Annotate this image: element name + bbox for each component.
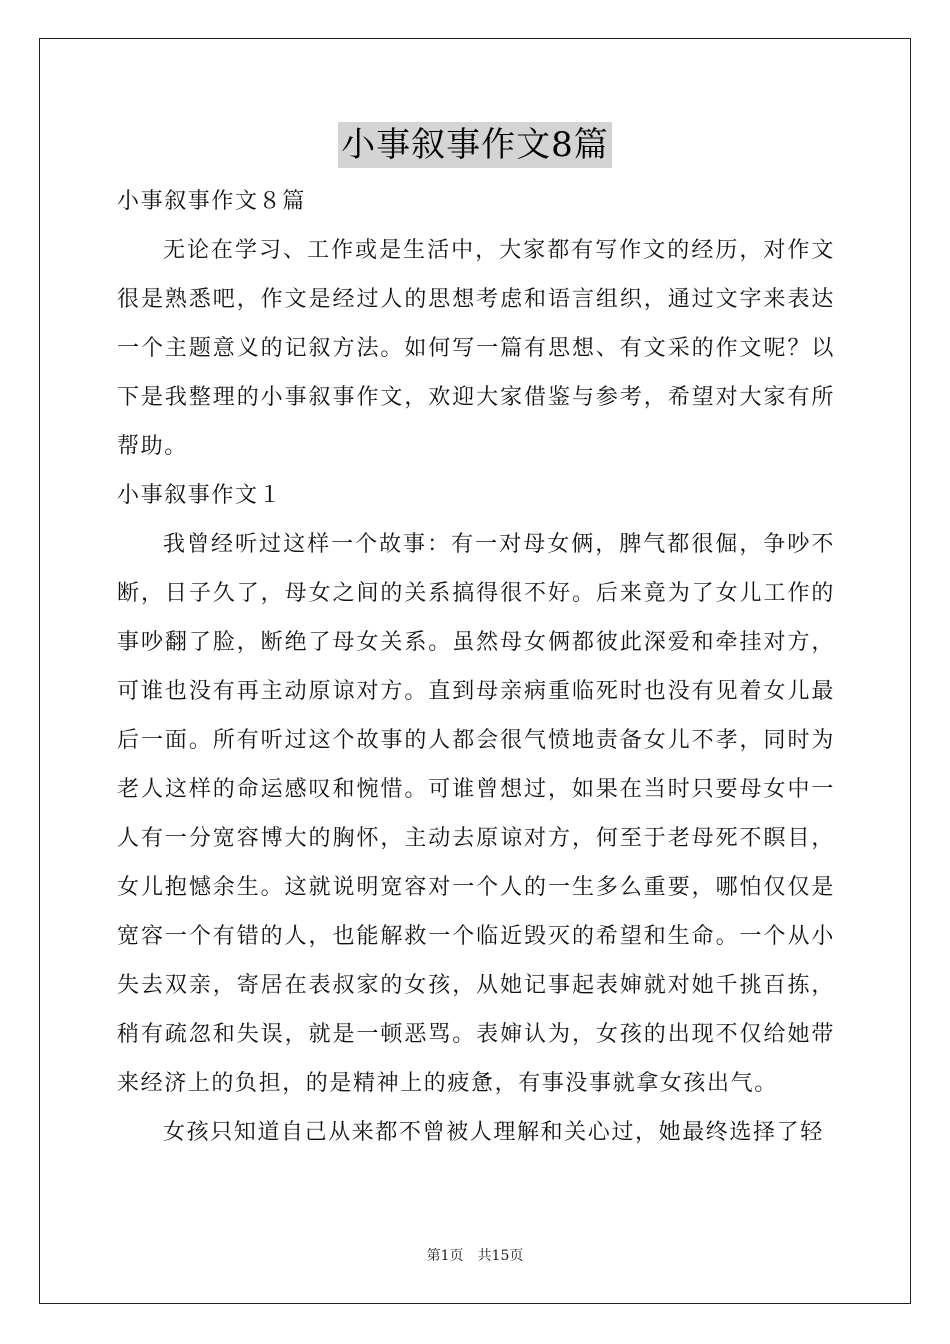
page-footer bbox=[0, 1245, 950, 1265]
paragraph-intro: 无论在学习、工作或是生活中，大家都有写作文的经历，对作文很是熟悉吧，作文是经过人的思想考虑和语言组织，通过文字来表达一个主题意义的记叙方法。如何写一篇有思想、有文采的作文呢？以下是我整理的小事叙事作文，欢迎大家借鉴与参考，希望对大家有所帮助。 bbox=[117, 238, 835, 459]
paragraph-essay-1-part-2: 女孩只知道自己从来都不曾被人理解和关心过，她最终选择了轻 bbox=[163, 1120, 824, 1145]
document-body bbox=[117, 177, 835, 1157]
page-total: 共15页 bbox=[477, 1248, 524, 1264]
document-title: 小事叙事作文8篇 bbox=[338, 122, 612, 168]
title-area bbox=[0, 122, 950, 168]
paragraph-heading-intro: 小事叙事作文８篇 bbox=[117, 189, 306, 214]
paragraph-essay-1-part-1: 我曾经听过这样一个故事：有一对母女俩，脾气都很倔，争吵不断，日子久了，母女之间的关系搞得很不好。后来竟为了女儿工作的事吵翻了脸，断绝了母女关系。虽然母女俩都彼此深爱和牵挂对方，可谁也没有再主动原谅对方。直到母亲病重临死时也没有见着女儿最后一面。所有听过这个故事的人都会很气愤地责备女儿不孝，同时为老人这样的命运感叹和惋惜。可谁曾想过，如果在当时只要母女中一人有一分宽容博大的胸怀，主动去原谅对方，何至于老母死不瞑目，女儿抱憾余生。这就说明宽容对一个人的一生多么重要，哪怕仅仅是宽容一个有错的人，也能解救一个临近毁灭的希望和生命。一个从小失去双亲，寄居在表叔家的女孩，从她记事起表婶就对她千挑百拣，稍有疏忽和失误，就是一顿恶骂。表婶认为，女孩的出现不仅给她带来经济上的负担，的是精神上的疲惫，有事没事就拿女孩出气。 bbox=[117, 532, 835, 1096]
page-number: 第1页 bbox=[426, 1248, 464, 1264]
paragraph-heading-essay-1: 小事叙事作文１ bbox=[117, 483, 283, 508]
